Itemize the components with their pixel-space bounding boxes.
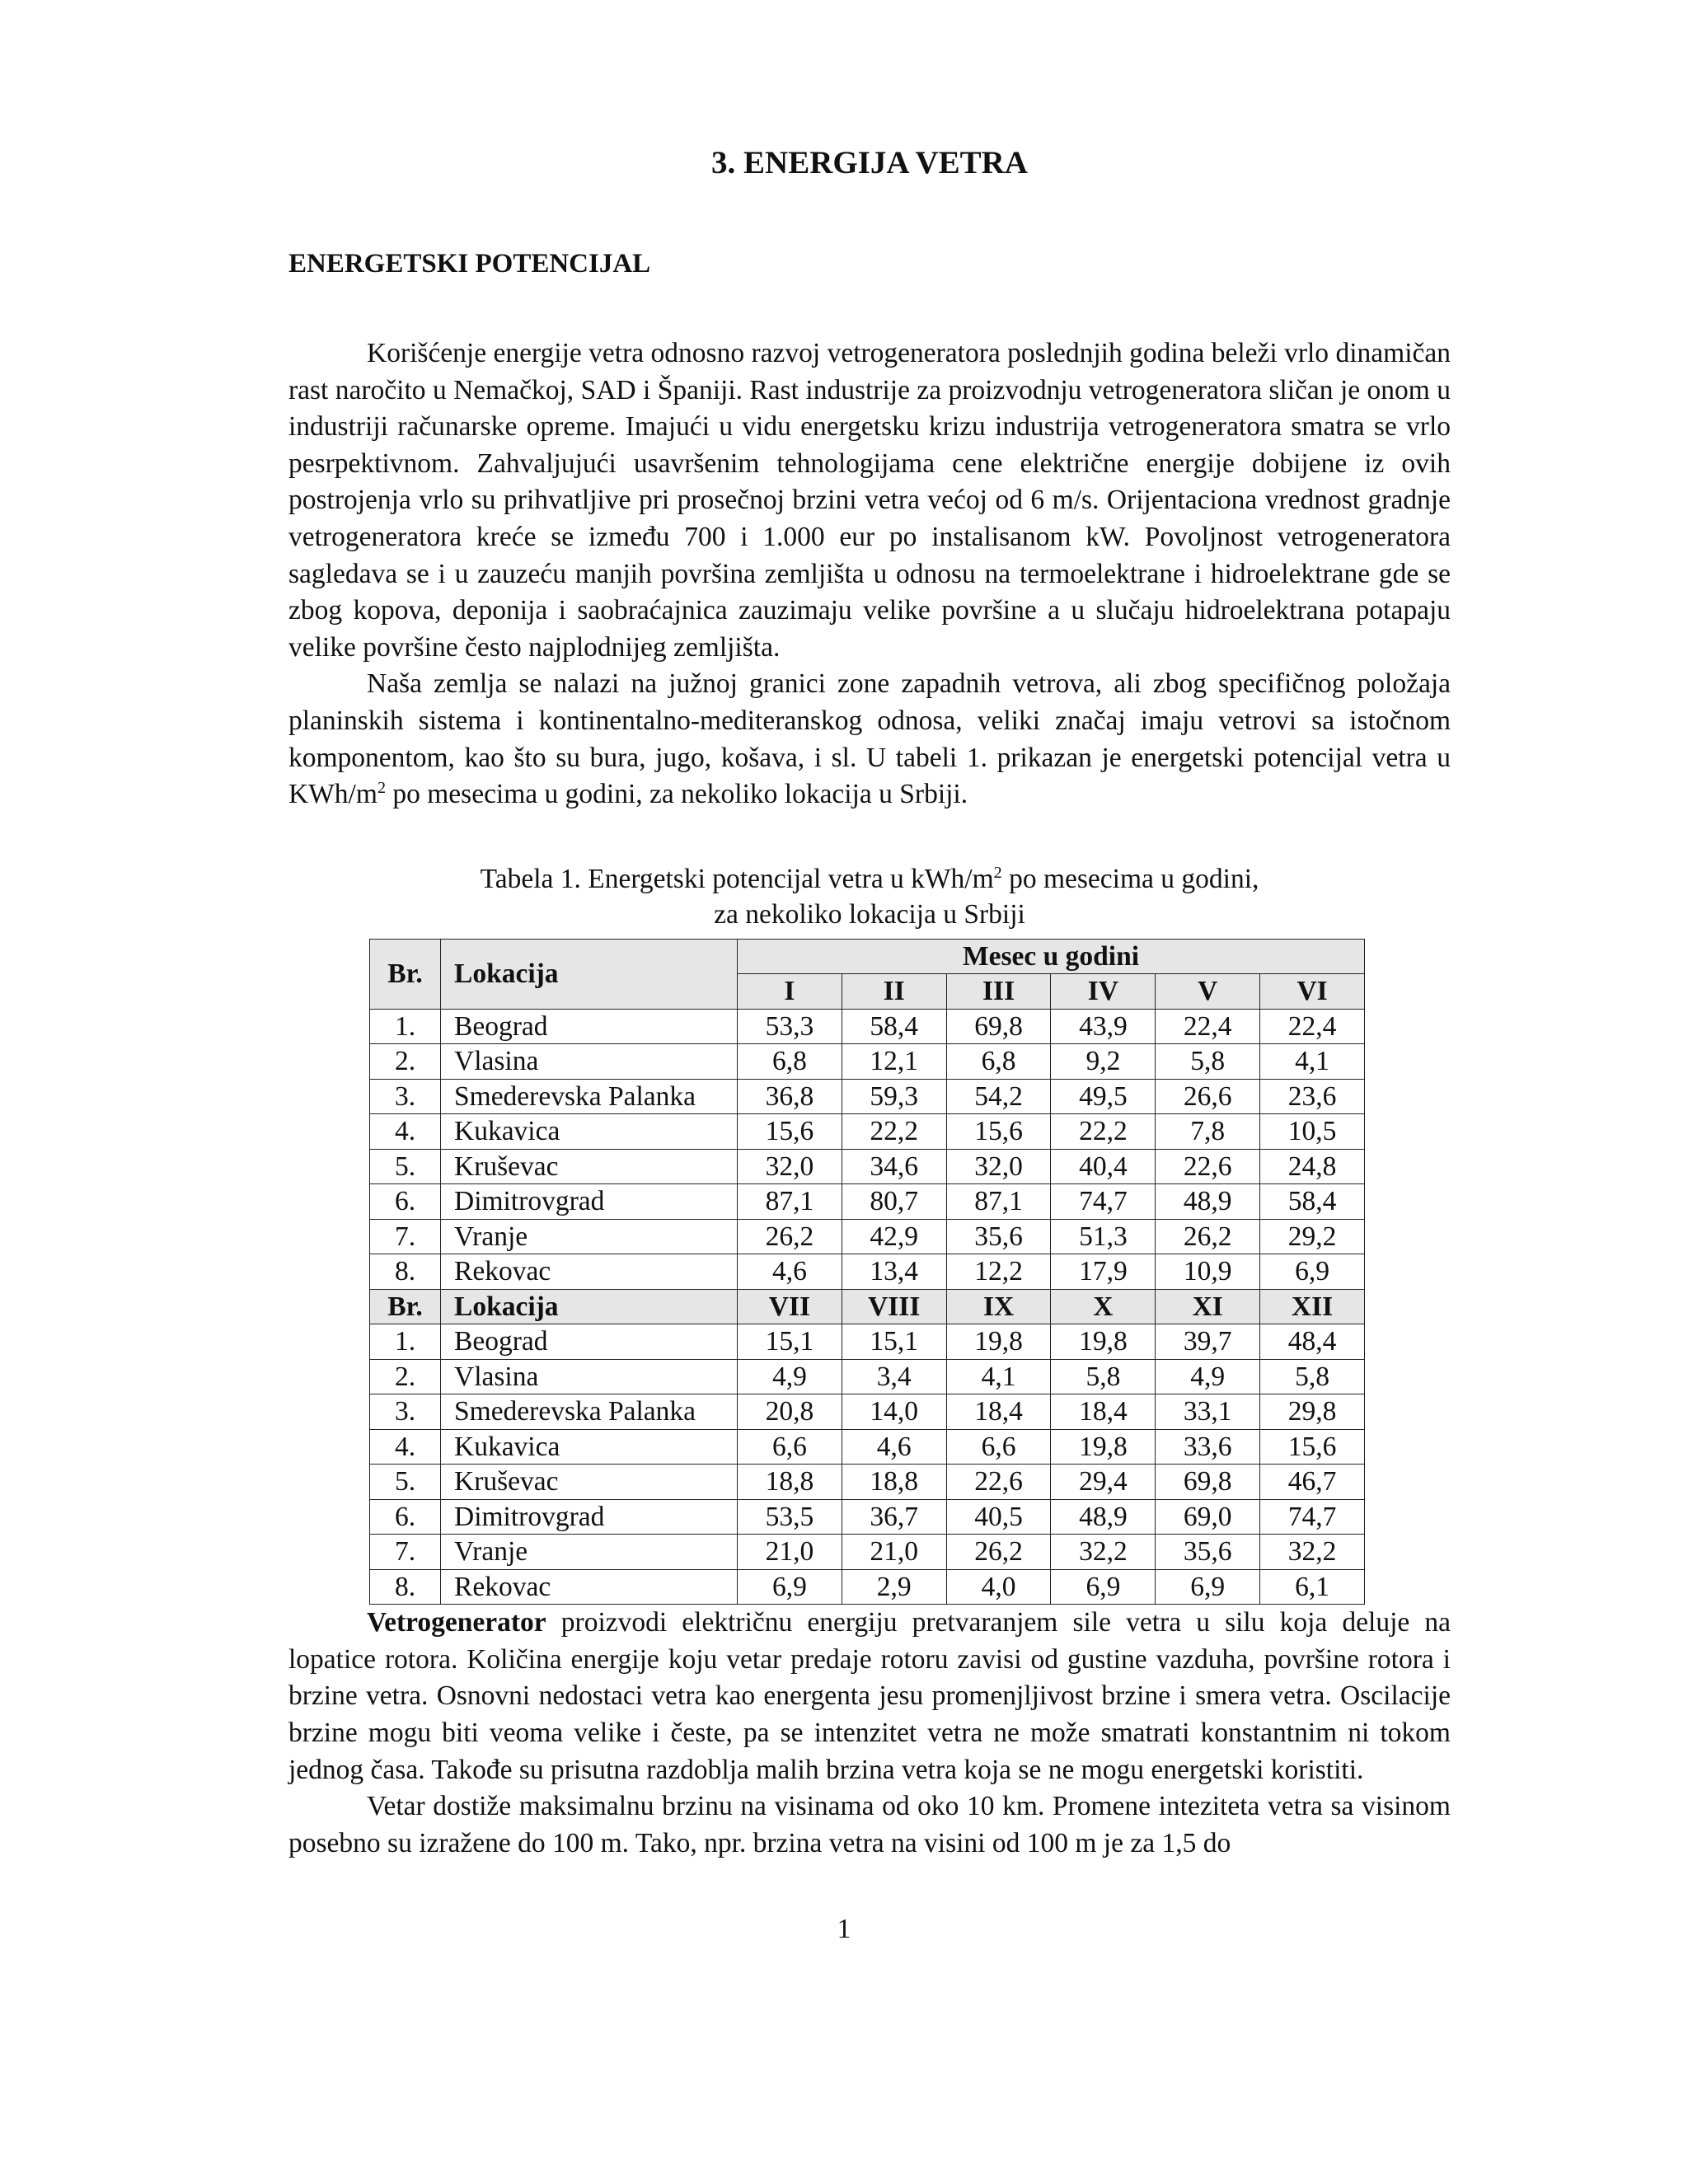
cell-number: 2. — [370, 1359, 441, 1394]
table-row — [370, 1324, 1365, 1360]
cell-value: 26,2 — [1156, 1219, 1260, 1254]
paragraph-2 — [288, 666, 1451, 813]
cell-number: 6. — [370, 1184, 441, 1220]
table-row — [370, 1359, 1365, 1394]
cell-value: 18,8 — [842, 1465, 946, 1500]
cell-location: Vranje — [441, 1219, 738, 1254]
cell-value: 48,9 — [1156, 1184, 1260, 1220]
cell-value: 34,6 — [842, 1149, 946, 1184]
caption-text: Tabela 1. Energetski potencijal vetra u kWh/m — [480, 863, 994, 894]
cell-value: 18,8 — [738, 1465, 842, 1500]
cell-value: 15,1 — [842, 1324, 946, 1360]
cell-value: 32,0 — [946, 1149, 1051, 1184]
cell-number: 7. — [370, 1219, 441, 1254]
paragraph-2-superscript: 2 — [377, 778, 386, 797]
cell-value: 58,4 — [1260, 1184, 1365, 1220]
cell-value: 74,7 — [1051, 1184, 1156, 1220]
cell-value: 6,9 — [1260, 1254, 1365, 1290]
header-month: V — [1156, 974, 1260, 1010]
table-body-second-half — [370, 1324, 1365, 1605]
cell-value: 40,4 — [1051, 1149, 1156, 1184]
cell-value: 48,9 — [1051, 1499, 1156, 1535]
table-second-header — [370, 1289, 1365, 1324]
cell-value: 36,7 — [842, 1499, 946, 1535]
cell-number: 7. — [370, 1535, 441, 1570]
cell-value: 18,4 — [946, 1394, 1051, 1430]
cell-value: 4,9 — [1156, 1359, 1260, 1394]
cell-value: 7,8 — [1156, 1114, 1260, 1150]
header-month: VIII — [842, 1289, 946, 1324]
cell-location: Dimitrovgrad — [441, 1184, 738, 1220]
cell-value: 10,5 — [1260, 1114, 1365, 1150]
cell-value: 6,9 — [1156, 1569, 1260, 1605]
cell-value: 54,2 — [946, 1079, 1051, 1114]
cell-value: 19,8 — [1051, 1429, 1156, 1465]
cell-value: 5,8 — [1260, 1359, 1365, 1394]
cell-value: 21,0 — [842, 1535, 946, 1570]
paragraph-2-text: Naša zemlja se nalazi na južnoj granici zone zapadnih vetrova, ali zbog specifičnog položaja planinskih sistema i kontinentalno-mediteranskog odnosa, veliki značaj imaju vetrovi sa istočnom komponentom, kao što su bura, jugo, košava, i sl. U tabeli 1. prikazan je energetski potencijal vetra u KWh/m — [288, 668, 1451, 810]
table-row — [370, 1149, 1365, 1184]
cell-value: 6,8 — [738, 1044, 842, 1080]
cell-value: 26,6 — [1156, 1079, 1260, 1114]
cell-value: 58,4 — [842, 1009, 946, 1044]
cell-value: 39,7 — [1156, 1324, 1260, 1360]
cell-number: 4. — [370, 1114, 441, 1150]
cell-value: 33,1 — [1156, 1394, 1260, 1430]
cell-location: Kruševac — [441, 1149, 738, 1184]
cell-location: Kukavica — [441, 1429, 738, 1465]
header-month: III — [946, 974, 1051, 1010]
cell-value: 74,7 — [1260, 1499, 1365, 1535]
cell-location: Smederevska Palanka — [441, 1394, 738, 1430]
cell-value: 22,2 — [1051, 1114, 1156, 1150]
cell-location: Kruševac — [441, 1465, 738, 1500]
cell-value: 14,0 — [842, 1394, 946, 1430]
cell-value: 19,8 — [946, 1324, 1051, 1360]
cell-value: 17,9 — [1051, 1254, 1156, 1290]
cell-value: 6,9 — [738, 1569, 842, 1605]
cell-location: Vranje — [441, 1535, 738, 1570]
table-row — [370, 1254, 1365, 1290]
cell-value: 35,6 — [946, 1219, 1051, 1254]
term-vetrogenerator: Vetrogenerator — [367, 1607, 546, 1638]
paragraph-3 — [288, 1605, 1451, 1788]
cell-number: 3. — [370, 1079, 441, 1114]
cell-value: 6,6 — [946, 1429, 1051, 1465]
cell-value: 33,6 — [1156, 1429, 1260, 1465]
header-month: XII — [1260, 1289, 1365, 1324]
cell-value: 3,4 — [842, 1359, 946, 1394]
cell-location: Rekovac — [441, 1254, 738, 1290]
cell-value: 35,6 — [1156, 1535, 1260, 1570]
table-row — [370, 1569, 1365, 1605]
cell-value: 69,8 — [946, 1009, 1051, 1044]
cell-value: 20,8 — [738, 1394, 842, 1430]
cell-value: 69,8 — [1156, 1465, 1260, 1500]
paragraph-2-tail: po mesecima u godini, za nekoliko lokacija u Srbiji. — [385, 779, 968, 810]
cell-value: 12,1 — [842, 1044, 946, 1080]
cell-value: 43,9 — [1051, 1009, 1156, 1044]
cell-location: Vlasina — [441, 1044, 738, 1080]
cell-value: 23,6 — [1260, 1079, 1365, 1114]
header-month: VII — [738, 1289, 842, 1324]
cell-value: 4,6 — [738, 1254, 842, 1290]
cell-value: 6,6 — [738, 1429, 842, 1465]
document-page — [288, 144, 1451, 1862]
cell-value: 22,6 — [1156, 1149, 1260, 1184]
table-row — [370, 1535, 1365, 1570]
table-row — [370, 1044, 1365, 1080]
header-number: Br. — [370, 939, 441, 1009]
cell-number: 5. — [370, 1149, 441, 1184]
header-number: Br. — [370, 1289, 441, 1324]
table-row — [370, 1009, 1365, 1044]
cell-value: 15,6 — [946, 1114, 1051, 1150]
cell-value: 22,6 — [946, 1465, 1051, 1500]
cell-value: 26,2 — [946, 1535, 1051, 1570]
cell-number: 4. — [370, 1429, 441, 1465]
header-month: VI — [1260, 974, 1365, 1010]
cell-number: 2. — [370, 1044, 441, 1080]
cell-value: 4,9 — [738, 1359, 842, 1394]
cell-number: 8. — [370, 1254, 441, 1290]
header-location: Lokacija — [441, 939, 738, 1009]
cell-value: 15,6 — [1260, 1429, 1365, 1465]
cell-value: 51,3 — [1051, 1219, 1156, 1254]
cell-value: 19,8 — [1051, 1324, 1156, 1360]
caption-text-tail: po mesecima u godini, — [1001, 863, 1259, 894]
header-month: IV — [1051, 974, 1156, 1010]
cell-value: 53,5 — [738, 1499, 842, 1535]
cell-value: 29,2 — [1260, 1219, 1365, 1254]
cell-value: 15,6 — [738, 1114, 842, 1150]
cell-value: 29,8 — [1260, 1394, 1365, 1430]
cell-value: 22,2 — [842, 1114, 946, 1150]
cell-value: 12,2 — [946, 1254, 1051, 1290]
table-row — [370, 1079, 1365, 1114]
cell-value: 36,8 — [738, 1079, 842, 1114]
cell-value: 26,2 — [738, 1219, 842, 1254]
header-location: Lokacija — [441, 1289, 738, 1324]
section-title: ENERGETSKI POTENCIJAL — [288, 249, 651, 279]
cell-value: 10,9 — [1156, 1254, 1260, 1290]
header-month: X — [1051, 1289, 1156, 1324]
cell-location: Vlasina — [441, 1359, 738, 1394]
page-number: 1 — [837, 1914, 851, 1944]
cell-value: 40,5 — [946, 1499, 1051, 1535]
cell-value: 4,0 — [946, 1569, 1051, 1605]
header-month-group: Mesec u godini — [738, 939, 1365, 974]
cell-value: 2,9 — [842, 1569, 946, 1605]
cell-number: 5. — [370, 1465, 441, 1500]
table-header-row — [370, 939, 1365, 974]
cell-value: 49,5 — [1051, 1079, 1156, 1114]
cell-value: 53,3 — [738, 1009, 842, 1044]
cell-value: 69,0 — [1156, 1499, 1260, 1535]
table-row — [370, 1394, 1365, 1430]
cell-value: 24,8 — [1260, 1149, 1365, 1184]
cell-value: 15,1 — [738, 1324, 842, 1360]
cell-value: 6,9 — [1051, 1569, 1156, 1605]
cell-value: 6,8 — [946, 1044, 1051, 1080]
table-row — [370, 1114, 1365, 1150]
cell-value: 59,3 — [842, 1079, 946, 1114]
cell-value: 21,0 — [738, 1535, 842, 1570]
table-row — [370, 1184, 1365, 1220]
table-body-first-half — [370, 1009, 1365, 1289]
cell-number: 6. — [370, 1499, 441, 1535]
cell-value: 18,4 — [1051, 1394, 1156, 1430]
cell-value: 22,4 — [1156, 1009, 1260, 1044]
cell-location: Beograd — [441, 1324, 738, 1360]
paragraph-4: Vetar dostiže maksimalnu brzinu na visinama od oko 10 km. Promene inteziteta vetra sa visinom posebno su izražene do 100 m. Tako, npr. brzina vetra na visini od 100 m je za 1,5 do — [288, 1791, 1451, 1858]
cell-number: 1. — [370, 1324, 441, 1360]
cell-value: 29,4 — [1051, 1465, 1156, 1500]
cell-number: 8. — [370, 1569, 441, 1605]
cell-value: 5,8 — [1051, 1359, 1156, 1394]
table-row — [370, 1499, 1365, 1535]
table-row — [370, 1429, 1365, 1465]
cell-value: 13,4 — [842, 1254, 946, 1290]
wind-potential-table — [369, 939, 1365, 1605]
cell-value: 42,9 — [842, 1219, 946, 1254]
cell-value: 6,1 — [1260, 1569, 1365, 1605]
cell-value: 87,1 — [738, 1184, 842, 1220]
caption-superscript: 2 — [993, 863, 1002, 882]
header-month: II — [842, 974, 946, 1010]
table-months-row-second — [370, 1289, 1365, 1324]
cell-number: 3. — [370, 1394, 441, 1430]
cell-location: Rekovac — [441, 1569, 738, 1605]
cell-location: Beograd — [441, 1009, 738, 1044]
cell-value: 32,2 — [1051, 1535, 1156, 1570]
table-caption — [288, 861, 1451, 932]
cell-value: 48,4 — [1260, 1324, 1365, 1360]
cell-value: 87,1 — [946, 1184, 1051, 1220]
cell-value: 4,1 — [1260, 1044, 1365, 1080]
cell-location: Smederevska Palanka — [441, 1079, 738, 1114]
cell-value: 80,7 — [842, 1184, 946, 1220]
cell-value: 32,0 — [738, 1149, 842, 1184]
cell-number: 1. — [370, 1009, 441, 1044]
table-row — [370, 1465, 1365, 1500]
cell-value: 9,2 — [1051, 1044, 1156, 1080]
cell-value: 4,1 — [946, 1359, 1051, 1394]
table-row — [370, 1219, 1365, 1254]
cell-location: Dimitrovgrad — [441, 1499, 738, 1535]
header-month: XI — [1156, 1289, 1260, 1324]
cell-location: Kukavica — [441, 1114, 738, 1150]
chapter-title: 3. ENERGIJA VETRA — [711, 145, 1028, 180]
cell-value: 46,7 — [1260, 1465, 1365, 1500]
header-month: I — [738, 974, 842, 1010]
cell-value: 4,6 — [842, 1429, 946, 1465]
header-month: IX — [946, 1289, 1051, 1324]
table-caption-line2: za nekoliko lokacija u Srbiji — [714, 898, 1025, 930]
cell-value: 22,4 — [1260, 1009, 1365, 1044]
paragraph-3-text: proizvodi električnu energiju pretvaranjem sile vetra u silu koja deluje na lopatice rotora. Količina energije koju vetar predaje rotoru zavisi od gustine vazduha, površine rotora i brzine vetra. Osnovni nedostaci vetra kao energenta jesu promenjljivost brzine i smera vetra. Oscilacije brzine mogu biti veoma velike i česte, pa se intenzitet vetra ne može smatrati konstantnim ni tokom jednog časa. Takođe su prisutna razdoblja malih brzina vetra koja se ne mogu energetski koristiti. — [288, 1607, 1451, 1785]
table-caption-line1 — [288, 861, 1451, 897]
cell-value: 32,2 — [1260, 1535, 1365, 1570]
paragraph-1: Korišćenje energije vetra odnosno razvoj vetrogeneratora poslednjih godina beleži vrlo dinamičan rast naročito u Nemačkoj, SAD i Španiji. Rast industrije za proizvodnju vetrogeneratora sličan je onom u industriji računarske opreme. Imajući u vidu energetsku krizu industrija vetrogeneratora smatra se vrlo pesrpektivnom. Zahvaljujući usavršenim tehnologijama cene električne energije dobijene iz ovih postrojenja vrlo su prihvatljive pri prosečnoj brzini vetra većoj od 6 m/s. Orijentaciona vrednost gradnje vetrogeneratora kreće se između 700 i 1.000 eur po instalisanom kW. Povoljnost vetrogeneratora sagledava se i u zauzeću manjih površina zemljišta u odnosu na termoelektrane i hidroelektrane gde se zbog kopova, deponija i saobraćajnica zauzimaju velike površine a u slučaju hidroelektrana potapaju velike površine često najplodnijeg zemljišta. — [288, 338, 1451, 663]
cell-value: 5,8 — [1156, 1044, 1260, 1080]
